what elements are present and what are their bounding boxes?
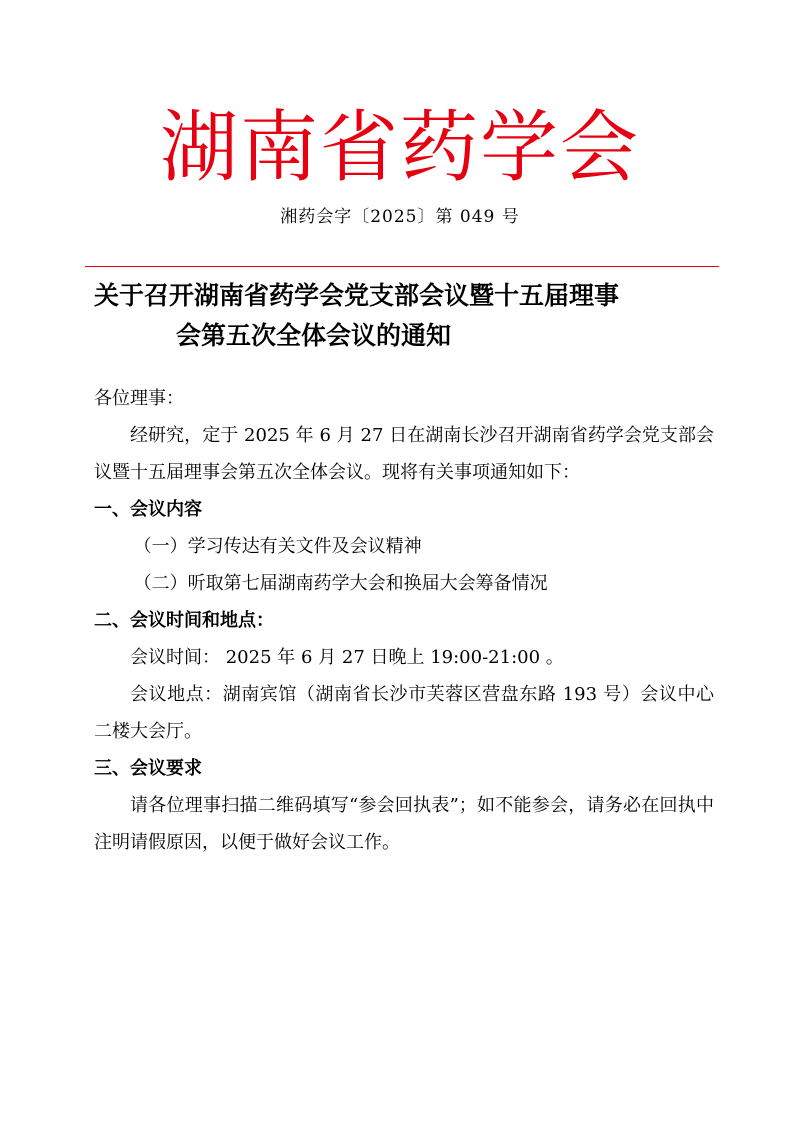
section-2-heading: 二、会议时间和地点： bbox=[94, 610, 274, 631]
letterhead-org-name: 湖南省药学会 bbox=[159, 103, 640, 193]
section-3-heading: 三、会议要求 bbox=[94, 758, 202, 779]
meeting-time: 会议时间： 2025 年 6 月 27 日晚上 19:00-21:00 。 bbox=[130, 647, 564, 668]
document-number: 湘药会字〔2025〕第 049 号 bbox=[280, 207, 520, 227]
meeting-place: 会议地点：湖南宾馆（湖南省长沙市芙蓉区营盘东路 193 号）会议中心二楼大会厅。 bbox=[94, 684, 714, 742]
document-title-line-1: 关于召开湖南省药学会党支部会议暨十五届理事 bbox=[94, 281, 620, 310]
section-1-item-2: （二）听取第七届湖南药学大会和换届大会筹备情况 bbox=[133, 573, 548, 594]
meeting-requirements: 请各位理事扫描二维码填写“参会回执表”；如不能参会，请务必在回执中注明请假原因，以便于做好会议工作。 bbox=[94, 795, 714, 853]
document-title-line-2: 会第五次全体会议的通知 bbox=[176, 321, 452, 350]
salutation: 各位理事： bbox=[94, 388, 184, 409]
intro-paragraph: 经研究，定于 2025 年 6 月 27 日在湖南长沙召开湖南省药学会党支部会议暨十五届理事会第五次全体会议。现将有关事项通知如下： bbox=[94, 425, 714, 483]
section-1-item-1: （一）学习传达有关文件及会议精神 bbox=[133, 536, 422, 557]
document-body bbox=[94, 380, 714, 861]
document-title bbox=[94, 276, 714, 356]
section-1-heading: 一、会议内容 bbox=[94, 499, 202, 520]
letterhead-divider bbox=[85, 266, 719, 267]
